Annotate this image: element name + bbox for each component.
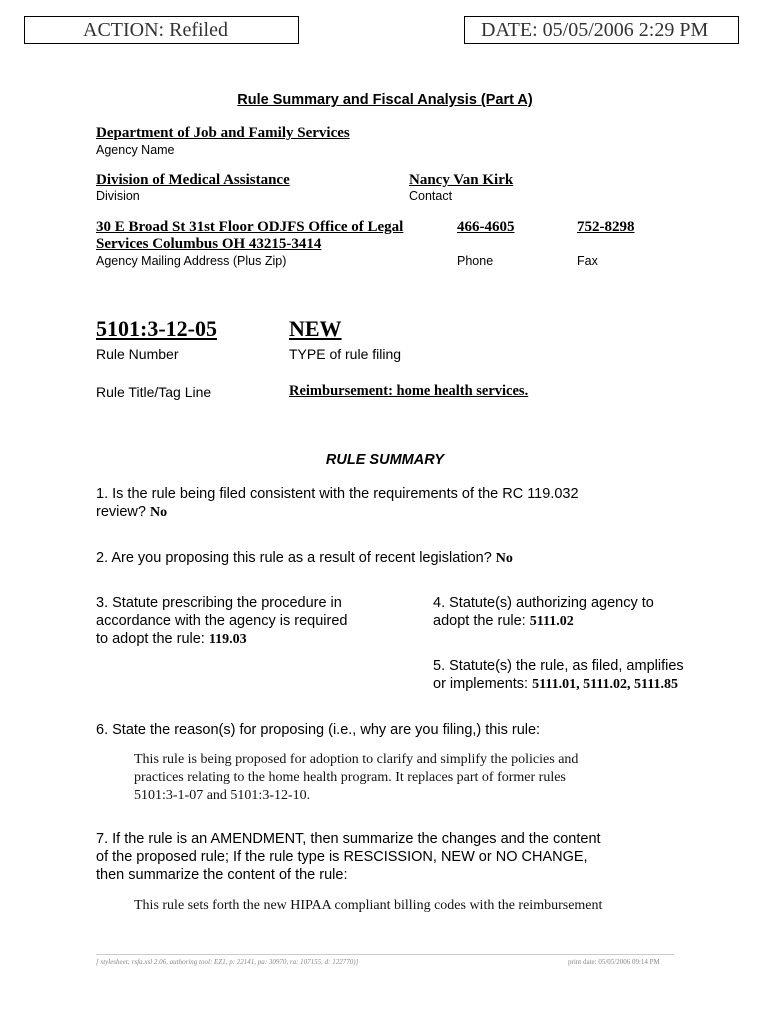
date-text: DATE: 05/05/2006 2:29 PM xyxy=(481,19,709,41)
question-1 xyxy=(96,485,579,522)
question-3-answer: 119.03 xyxy=(208,632,247,647)
phone-number: 466-4605 xyxy=(457,219,515,235)
question-6-answer-line-2: practices relating to the home health program. It replaces part of former rules xyxy=(134,770,566,785)
division-label: Division xyxy=(96,189,140,203)
action-text: ACTION: Refiled xyxy=(83,19,228,41)
rule-title-label: Rule Title/Tag Line xyxy=(96,384,212,400)
question-3 xyxy=(96,594,347,649)
question-4-line-2: adopt the rule: 5111.02 xyxy=(433,613,574,629)
date-box xyxy=(464,16,739,44)
question-3-line-1: 3. Statute prescribing the procedure in xyxy=(96,595,342,611)
question-3-line-3: to adopt the rule: 119.03 xyxy=(96,631,247,647)
question-1-answer: No xyxy=(150,505,168,520)
rule-type-label: TYPE of rule filing xyxy=(289,346,402,362)
question-3-line-2: accordance with the agency is required xyxy=(96,613,348,629)
fax-number: 752-8298 xyxy=(577,219,635,235)
footer-divider xyxy=(96,954,674,955)
page-title: Rule Summary and Fiscal Analysis (Part A) xyxy=(237,92,533,108)
address-label: Agency Mailing Address (Plus Zip) xyxy=(96,254,287,268)
address-line-1: 30 E Broad St 31st Floor ODJFS Office of Legal xyxy=(96,219,404,235)
rule-type: NEW xyxy=(289,316,342,341)
rule-summary-heading-text: RULE SUMMARY xyxy=(325,452,445,468)
question-5 xyxy=(433,657,684,694)
question-7-line-2: of the proposed rule; If the rule type is RESCISSION, NEW or NO CHANGE, xyxy=(96,849,588,865)
question-7-line-1: 7. If the rule is an AMENDMENT, then summarize the changes and the content xyxy=(96,831,601,847)
rule-title: Reimbursement: home health services. xyxy=(289,383,529,399)
question-7-answer: This rule sets forth the new HIPAA compliant billing codes with the reimbursement xyxy=(134,898,603,913)
question-7-line-3: then summarize the content of the rule: xyxy=(96,867,348,883)
question-5-line-2: or implements: 5111.01, 5111.02, 5111.85 xyxy=(433,676,678,692)
contact-label: Contact xyxy=(409,189,453,203)
contact-name: Nancy Van Kirk xyxy=(409,172,514,188)
footer-print-date: print date: 05/05/2006 09:14 PM xyxy=(568,958,660,966)
rule-summary-heading xyxy=(0,452,770,468)
question-6-answer-line-3: 5101:3-1-07 and 5101:3-12-10. xyxy=(134,788,311,803)
address-line-2: Services Columbus OH 43215-3414 xyxy=(96,236,322,252)
question-4-line-1: 4. Statute(s) authorizing agency to xyxy=(433,595,654,611)
question-6-answer-line-1: This rule is being proposed for adoption to clarify and simplify the policies and xyxy=(134,752,579,767)
question-4 xyxy=(433,594,654,631)
question-1-line-1: 1. Is the rule being filed consistent with the requirements of the RC 119.032 xyxy=(96,486,579,502)
phone-label: Phone xyxy=(457,254,494,268)
fax-label: Fax xyxy=(577,254,598,268)
division-name: Division of Medical Assistance xyxy=(96,172,290,188)
mailing-address xyxy=(96,219,403,253)
question-4-answer: 5111.02 xyxy=(529,614,574,629)
agency-name-label: Agency Name xyxy=(96,143,175,157)
question-1-line-2: review? No xyxy=(96,504,168,520)
action-box xyxy=(24,16,299,44)
agency-name: Department of Job and Family Services xyxy=(96,125,350,141)
question-7 xyxy=(96,830,601,884)
question-5-line-1: 5. Statute(s) the rule, as filed, amplifies xyxy=(433,658,684,674)
rule-number: 5101:3-12-05 xyxy=(96,316,217,341)
question-5-answer: 5111.01, 5111.02, 5111.85 xyxy=(532,677,678,692)
footer-stylesheet-info: [ stylesheet: rsfa.xsl 2.06, authoring tool: EZ1, p: 22141, pa: 30970, ra: 107155, d: 122770)] xyxy=(96,958,359,966)
question-2: 2. Are you proposing this rule as a result of recent legislation? No xyxy=(96,550,513,566)
rule-number-label: Rule Number xyxy=(96,346,179,362)
question-6: 6. State the reason(s) for proposing (i.e., why are you filing,) this rule: xyxy=(96,722,541,738)
question-2-answer: No xyxy=(495,551,513,566)
question-6-answer xyxy=(134,751,578,805)
